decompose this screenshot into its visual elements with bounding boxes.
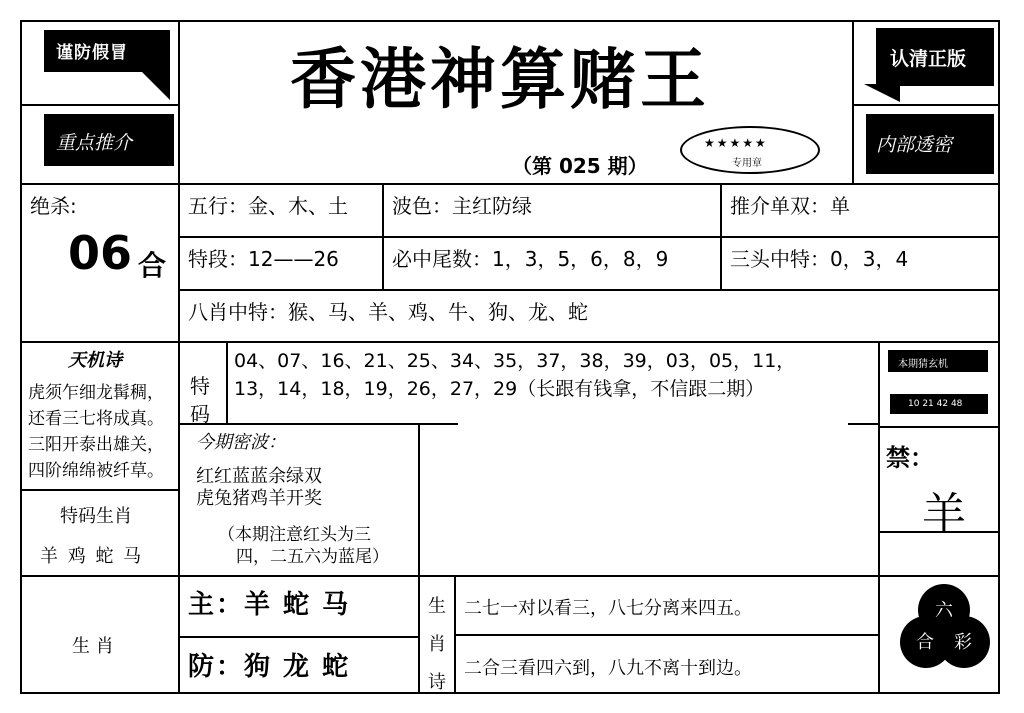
- jin-value: 羊: [922, 489, 966, 540]
- mibo-line-1: 红红蓝蓝余绿双: [196, 466, 322, 487]
- header-divider-right: [852, 20, 854, 185]
- baxiao: 八肖中特：猴、马、羊、鸡、牛、狗、龙、蛇: [188, 300, 588, 324]
- zhu-line: 主：羊 蛇 马: [188, 590, 351, 620]
- zhu-fang-divider: [178, 636, 420, 638]
- badge-tail-left: [140, 70, 170, 100]
- tema-label-col: [226, 341, 228, 425]
- guess-label: 本期猜玄机: [898, 359, 948, 370]
- issue-number: （第 025 期）: [512, 154, 648, 178]
- mid-col-right: [878, 341, 880, 694]
- logo-char-3: 彩: [954, 632, 972, 653]
- header-bottom-line: [20, 183, 1000, 185]
- weishu: 必中尾数：1，3，5，6，8，9: [392, 247, 669, 271]
- shengxiao-label: 生 肖: [72, 636, 114, 657]
- mibo-note-2: 四，二五六为蓝尾）: [236, 547, 389, 567]
- kill-label: 绝杀:: [30, 194, 77, 218]
- badge-left-top-text: 谨防假冒: [56, 43, 128, 63]
- tianji-line-4: 四阶绵绵被纤草。: [28, 461, 164, 481]
- info-col-left: [178, 183, 180, 343]
- kill-unit: 合: [138, 249, 167, 282]
- shi-label-2: 肖: [428, 634, 446, 655]
- danshuang: 推介单双：单: [730, 194, 850, 218]
- mibo-line-2: 虎兔猪鸡羊开奖: [196, 488, 322, 509]
- santou: 三头中特：0，3，4: [730, 247, 909, 271]
- badge-right-bottom-text: 内部透密: [876, 134, 953, 156]
- tianji-line-2: 还看三七将成真。: [28, 409, 164, 429]
- mid-bottom-line: [20, 575, 1000, 577]
- shi-line-1: 二七一对以看三，八七分离来四五。: [464, 598, 752, 619]
- header-divider-left: [178, 20, 180, 185]
- temaxiao-label: 特码生肖: [60, 506, 132, 527]
- shi-label-1: 生: [428, 596, 446, 617]
- seal-stamp: [680, 126, 820, 174]
- mid-col-left: [178, 341, 180, 694]
- tema-bottom-line-right: [848, 423, 880, 425]
- bose: 波色：主红防绿: [392, 194, 532, 218]
- tema-line-1: 04、07、16、21、25、34、35，37，38，39，03，05，11，: [234, 350, 796, 372]
- tianji-line-3: 三阳开泰出雄关，: [28, 435, 164, 455]
- mibo-right-line: [418, 423, 420, 694]
- badge-left-bottom-text: 重点推介: [56, 132, 133, 154]
- liuhecai-logo: [900, 584, 990, 674]
- seal-text: 专用章: [732, 158, 762, 169]
- badge-right-top-text: 认清正版: [890, 48, 967, 70]
- shi-divider: [454, 634, 880, 636]
- mibo-note-1: （本期注意红头为三: [218, 525, 371, 545]
- mibo-title: 今期密波：: [196, 432, 286, 453]
- tianji-bottom-line: [20, 489, 180, 491]
- seal-stars-icon: ★★★★★: [704, 136, 768, 150]
- fang-line: 防：狗 龙 蛇: [188, 652, 351, 682]
- shi-label-3: 诗: [428, 672, 446, 693]
- shi-line-2: 二合三看四六到，八九不离十到边。: [464, 658, 752, 679]
- jin-label: 禁：: [886, 444, 934, 472]
- info-row1-line: [178, 236, 1000, 238]
- header-left-mid-line: [20, 104, 180, 106]
- page-title: 香港神算赌王: [290, 41, 710, 118]
- tianji-title: 天机诗: [68, 350, 122, 371]
- logo-char-2: 合: [916, 632, 934, 653]
- kill-number: 06: [68, 226, 133, 280]
- badge-tail-right: [864, 84, 900, 102]
- tema-line-2: 13，14，18，19，26，27，29（长跟有钱拿，不信跟二期）: [234, 378, 765, 400]
- tianji-line-1: 虎须乍细龙髯稠，: [28, 383, 164, 403]
- info-bottom-line: [20, 341, 1000, 343]
- tema-bottom-line: [178, 423, 458, 425]
- header-right-mid-line: [852, 104, 1000, 106]
- info-row2-line: [178, 289, 1000, 291]
- guess-numbers: 10 21 42 48: [908, 399, 963, 409]
- logo-char-1: 六: [935, 600, 953, 621]
- tema-label-2: 码: [190, 402, 210, 426]
- temaxiao-value: 羊 鸡 蛇 马: [40, 546, 144, 567]
- teduan: 特段：12——26: [188, 247, 339, 271]
- tema-label-1: 特: [190, 374, 210, 398]
- right-panel-line1: [878, 426, 1000, 428]
- wuxing: 五行：金、木、土: [188, 194, 348, 218]
